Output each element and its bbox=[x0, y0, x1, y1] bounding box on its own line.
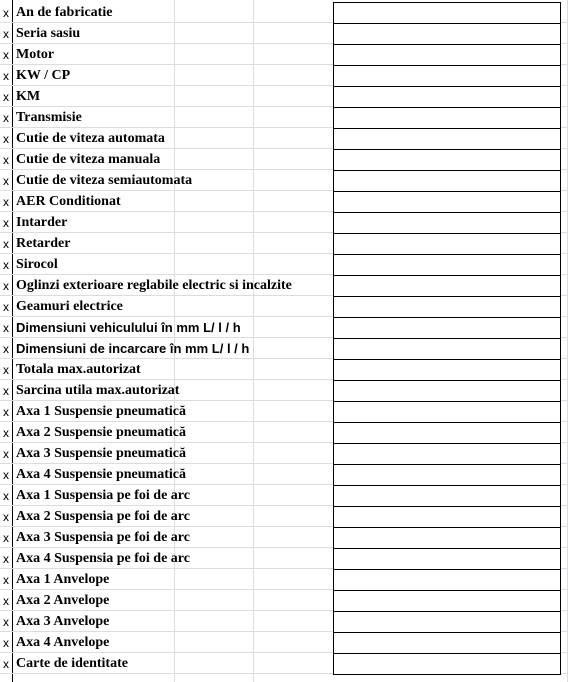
row-label[interactable]: AER Conditionat bbox=[16, 194, 121, 209]
value-cell[interactable] bbox=[333, 23, 561, 44]
row-label[interactable]: Axa 1 Anvelope bbox=[16, 572, 110, 587]
table-row bbox=[0, 359, 568, 380]
value-cell[interactable] bbox=[333, 233, 561, 254]
row-label[interactable]: Dimensiuni de incarcare în mm L/ l / h bbox=[16, 341, 250, 356]
table-row bbox=[0, 275, 568, 296]
row-label[interactable]: Motor bbox=[16, 47, 55, 62]
value-cell[interactable] bbox=[333, 275, 561, 296]
row-label[interactable]: Axa 4 Suspensie pneumatică bbox=[16, 467, 186, 482]
table-row bbox=[0, 506, 568, 527]
row-label[interactable]: Axa 3 Suspensie pneumatică bbox=[16, 446, 186, 461]
value-cell[interactable] bbox=[333, 86, 561, 107]
value-cell[interactable] bbox=[333, 149, 561, 170]
row-mark[interactable]: x bbox=[3, 279, 9, 293]
row-mark[interactable]: x bbox=[3, 237, 9, 251]
table-row bbox=[0, 44, 568, 65]
value-cell[interactable] bbox=[333, 443, 561, 464]
value-cell[interactable] bbox=[333, 506, 561, 527]
row-label[interactable]: Axa 4 Anvelope bbox=[16, 635, 110, 650]
table-row bbox=[0, 317, 568, 338]
table-row bbox=[0, 401, 568, 422]
value-cell[interactable] bbox=[333, 485, 561, 506]
table-row bbox=[0, 464, 568, 485]
value-cell[interactable] bbox=[333, 632, 561, 653]
table-row bbox=[0, 170, 568, 191]
row-label[interactable]: Carte de identitate bbox=[16, 656, 128, 671]
row-mark[interactable]: x bbox=[3, 258, 9, 272]
row-label[interactable]: Retarder bbox=[16, 236, 71, 251]
row-mark[interactable]: x bbox=[3, 510, 9, 524]
table-row bbox=[0, 233, 568, 254]
row-mark[interactable]: x bbox=[3, 321, 9, 335]
row-label[interactable]: Axa 4 Suspensia pe foi de arc bbox=[16, 551, 190, 566]
row-mark[interactable]: x bbox=[3, 657, 9, 671]
row-mark[interactable]: x bbox=[3, 132, 9, 146]
row-label[interactable]: Dimensiuni vehiculului în mm L/ l / h bbox=[16, 320, 241, 335]
table-row bbox=[0, 380, 568, 401]
value-cell[interactable] bbox=[333, 611, 561, 632]
table-row bbox=[0, 653, 568, 674]
row-mark[interactable]: x bbox=[3, 300, 9, 314]
table-row bbox=[0, 611, 568, 632]
table-row bbox=[0, 443, 568, 464]
table-row bbox=[0, 569, 568, 590]
row-mark[interactable]: x bbox=[3, 384, 9, 398]
value-cell[interactable] bbox=[333, 65, 561, 86]
row-label[interactable]: Seria sasiu bbox=[16, 26, 81, 41]
row-mark[interactable]: x bbox=[3, 426, 9, 440]
value-cell[interactable] bbox=[333, 359, 561, 380]
table-row bbox=[0, 149, 568, 170]
row-mark[interactable]: x bbox=[3, 447, 9, 461]
table-row bbox=[0, 107, 568, 128]
row-mark[interactable]: x bbox=[3, 27, 9, 41]
table-row bbox=[0, 86, 568, 107]
row-mark[interactable]: x bbox=[3, 111, 9, 125]
value-cell[interactable] bbox=[333, 44, 561, 65]
row-label[interactable]: An de fabricatie bbox=[16, 5, 113, 20]
value-cell[interactable] bbox=[333, 569, 561, 590]
row-mark[interactable]: x bbox=[3, 6, 9, 20]
row-label[interactable]: Sarcina utila max.autorizat bbox=[16, 383, 180, 398]
row-mark[interactable]: x bbox=[3, 552, 9, 566]
value-cell[interactable] bbox=[333, 254, 561, 275]
value-cell[interactable] bbox=[333, 548, 561, 569]
row-mark[interactable]: x bbox=[3, 342, 9, 356]
table-row bbox=[0, 2, 568, 23]
row-mark[interactable]: x bbox=[3, 90, 9, 104]
row-label[interactable]: Axa 2 Suspensia pe foi de arc bbox=[16, 509, 190, 524]
row-label[interactable]: Axa 3 Anvelope bbox=[16, 614, 110, 629]
table-row bbox=[0, 422, 568, 443]
table-row bbox=[0, 632, 568, 653]
row-label[interactable]: KM bbox=[16, 89, 41, 104]
row-mark[interactable]: x bbox=[3, 363, 9, 377]
row-mark[interactable]: x bbox=[3, 153, 9, 167]
row-label[interactable]: Cutie de viteza semiautomata bbox=[16, 173, 193, 188]
row-mark[interactable]: x bbox=[3, 69, 9, 83]
row-mark[interactable]: x bbox=[3, 636, 9, 650]
table-row bbox=[0, 527, 568, 548]
value-cell[interactable] bbox=[333, 107, 561, 128]
row-label[interactable]: KW / CP bbox=[16, 68, 71, 83]
row-label[interactable]: Axa 2 Anvelope bbox=[16, 593, 110, 608]
table-row bbox=[0, 338, 568, 359]
row-label[interactable]: Sirocol bbox=[16, 257, 58, 272]
table-row bbox=[0, 296, 568, 317]
row-mark[interactable]: x bbox=[3, 405, 9, 419]
row-label[interactable]: Axa 3 Suspensia pe foi de arc bbox=[16, 530, 190, 545]
row-label[interactable]: Intarder bbox=[16, 215, 68, 230]
value-cell[interactable] bbox=[333, 296, 561, 317]
value-cell[interactable] bbox=[333, 422, 561, 443]
table-row bbox=[0, 65, 568, 86]
row-mark[interactable]: x bbox=[3, 468, 9, 482]
row-label[interactable]: Totala max.autorizat bbox=[16, 362, 141, 377]
row-label[interactable]: Cutie de viteza automata bbox=[16, 131, 165, 146]
table-row bbox=[0, 212, 568, 233]
table-row bbox=[0, 191, 568, 212]
value-cell[interactable] bbox=[333, 590, 561, 611]
value-cell[interactable] bbox=[333, 653, 561, 675]
value-cell[interactable] bbox=[333, 128, 561, 149]
row-label[interactable]: Axa 1 Suspensia pe foi de arc bbox=[16, 488, 190, 503]
table-row bbox=[0, 548, 568, 569]
table-row bbox=[0, 254, 568, 275]
row-mark[interactable]: x bbox=[3, 489, 9, 503]
value-cell[interactable] bbox=[333, 212, 561, 233]
row-label[interactable]: Oglinzi exterioare reglabile electric si incalzite bbox=[16, 278, 292, 293]
row-label[interactable]: Transmisie bbox=[16, 110, 82, 125]
table-row bbox=[0, 590, 568, 611]
row-mark[interactable]: x bbox=[3, 615, 9, 629]
table-row bbox=[0, 485, 568, 506]
row-label[interactable]: Axa 2 Suspensie pneumatică bbox=[16, 425, 186, 440]
row-mark[interactable]: x bbox=[3, 48, 9, 62]
value-cell[interactable] bbox=[333, 380, 561, 401]
value-cell[interactable] bbox=[333, 2, 561, 23]
row-label[interactable]: Geamuri electrice bbox=[16, 299, 123, 314]
table-row bbox=[0, 23, 568, 44]
table-row bbox=[0, 128, 568, 149]
value-cell[interactable] bbox=[333, 338, 561, 359]
value-cell[interactable] bbox=[333, 401, 561, 422]
value-cell[interactable] bbox=[333, 527, 561, 548]
value-cell[interactable] bbox=[333, 464, 561, 485]
row-label[interactable]: Cutie de viteza manuala bbox=[16, 152, 161, 167]
row-mark[interactable]: x bbox=[3, 531, 9, 545]
row-mark[interactable]: x bbox=[3, 195, 9, 209]
row-mark[interactable]: x bbox=[3, 174, 9, 188]
value-cell[interactable] bbox=[333, 317, 561, 338]
row-mark[interactable]: x bbox=[3, 573, 9, 587]
row-mark[interactable]: x bbox=[3, 216, 9, 230]
value-cell[interactable] bbox=[333, 170, 561, 191]
value-cell[interactable] bbox=[333, 191, 561, 212]
row-label[interactable]: Axa 1 Suspensie pneumatică bbox=[16, 404, 186, 419]
row-mark[interactable]: x bbox=[3, 594, 9, 608]
